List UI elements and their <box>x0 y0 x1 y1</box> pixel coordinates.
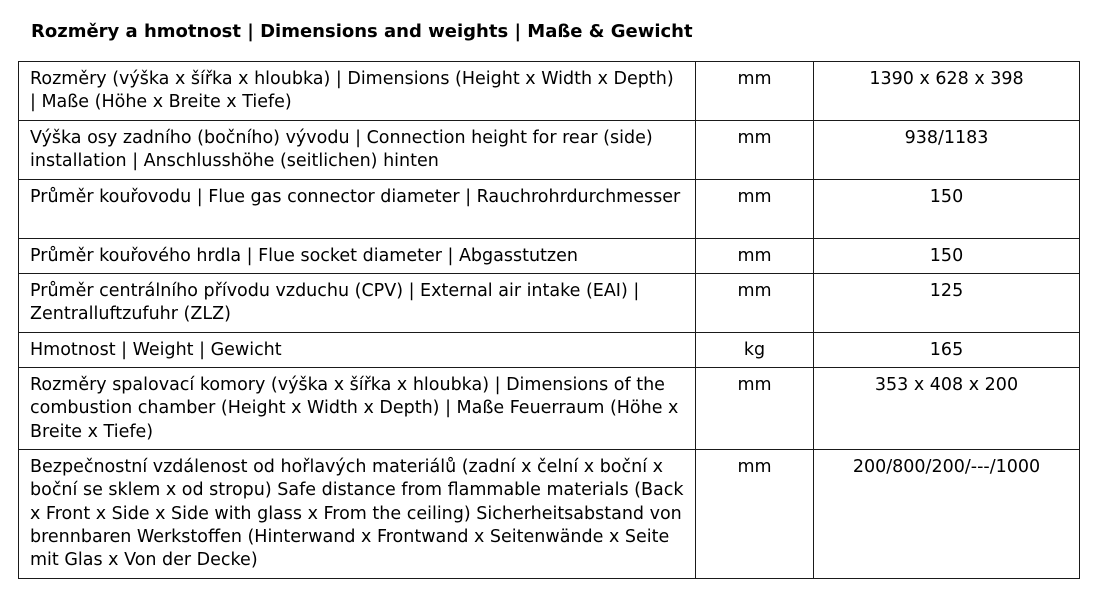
table-row <box>19 368 1080 450</box>
row-label: Rozměry (výška x šířka x hloubka) | Dimensions (Height x Width x Depth) | Maße (Höhe x Breite x Tiefe) <box>19 62 696 121</box>
row-label: Bezpečnostní vzdálenost od hořlavých materiálů (zadní x čelní x boční x boční se sklem x od stropu) Safe distance from flammable materials (Back x Front x Side x Side with glass x From the ceiling) Sicherheitsabstand von brennbaren Werkstoffen (Hinterwand x Frontwand x Seitenwände x Seite mit Glas x Von der Decke) <box>19 450 696 579</box>
row-value: 938/1183 <box>814 121 1080 180</box>
row-unit: mm <box>696 121 814 180</box>
table-row <box>19 62 1080 121</box>
row-label: Rozměry spalovací komory (výška x šířka x hloubka) | Dimensions of the combustion chamber (Height x Width x Depth) | Maße Feuerraum (Höhe x Breite x Tiefe) <box>19 368 696 450</box>
row-label: Průměr kouřového hrdla | Flue socket diameter | Abgasstutzen <box>19 239 696 274</box>
row-unit: mm <box>696 368 814 450</box>
table-row <box>19 180 1080 239</box>
row-unit: mm <box>696 274 814 333</box>
row-label: Průměr kouřovodu | Flue gas connector diameter | Rauchrohrdurchmesser <box>19 180 696 239</box>
row-unit: mm <box>696 62 814 121</box>
row-unit: mm <box>696 180 814 239</box>
row-label: Hmotnost | Weight | Gewicht <box>19 333 696 368</box>
row-value: 353 x 408 x 200 <box>814 368 1080 450</box>
row-unit: mm <box>696 239 814 274</box>
row-unit: mm <box>696 450 814 579</box>
page-title: Rozměry a hmotnost | Dimensions and weights | Maße & Gewicht <box>31 21 693 42</box>
table-row <box>19 274 1080 333</box>
row-label: Výška osy zadního (bočního) vývodu | Connection height for rear (side) installation | Anschlusshöhe (seitlichen) hinten <box>19 121 696 180</box>
row-label: Průměr centrálního přívodu vzduchu (CPV) | External air intake (EAI) | Zentralluftzufuhr (ZLZ) <box>19 274 696 333</box>
table-row <box>19 333 1080 368</box>
row-value: 1390 x 628 x 398 <box>814 62 1080 121</box>
row-value: 200/800/200/---/1000 <box>814 450 1080 579</box>
row-value: 125 <box>814 274 1080 333</box>
table-row <box>19 121 1080 180</box>
row-value: 150 <box>814 239 1080 274</box>
row-value: 165 <box>814 333 1080 368</box>
specifications-table <box>18 61 1080 579</box>
row-unit: kg <box>696 333 814 368</box>
row-value: 150 <box>814 180 1080 239</box>
table-row <box>19 450 1080 579</box>
table-row <box>19 239 1080 274</box>
